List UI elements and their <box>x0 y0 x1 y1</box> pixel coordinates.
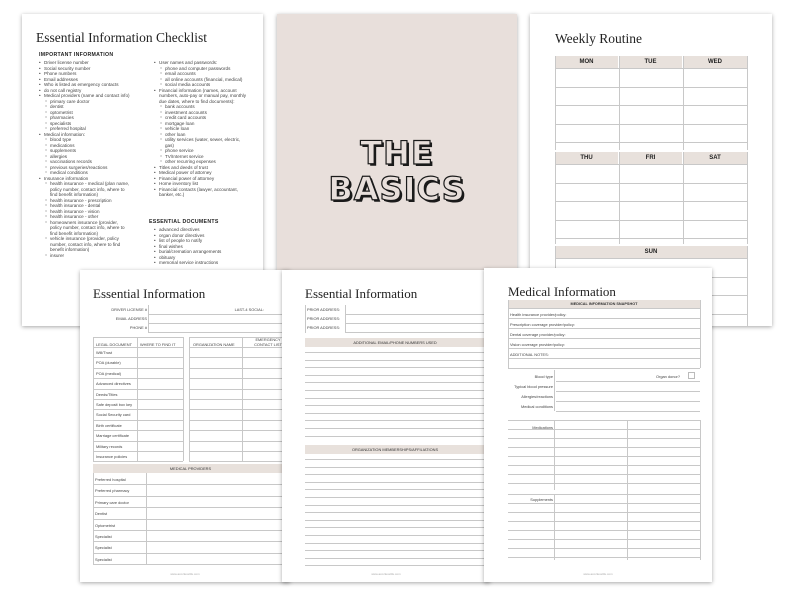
weekly-title: Weekly Routine <box>555 31 643 46</box>
checklist-item: • Medical power of attorney <box>154 170 262 176</box>
table-line <box>93 541 288 542</box>
checklist-item: • Who is listed as emergency contacts <box>39 82 151 88</box>
day-header-sat: SAT <box>683 152 747 164</box>
checklist-item: ○ social media accounts <box>154 82 262 88</box>
day-header-wed: WED <box>683 56 747 68</box>
medical-provider-row: Preferred hospital <box>95 477 126 482</box>
row-line <box>305 474 485 475</box>
routine-row-line <box>555 68 747 69</box>
legal-document-row: Safe deposit box key <box>96 402 133 407</box>
routine-column-line <box>747 152 748 244</box>
table-line <box>508 438 700 439</box>
day-header-sun: SUN <box>555 246 747 258</box>
medical-provider-row: Dentist <box>95 511 108 517</box>
organ-donor-label: Organ donor? <box>656 374 681 379</box>
table-line <box>508 530 700 531</box>
row-line <box>305 405 485 406</box>
checklist-item: benefit information) <box>50 247 90 252</box>
table-line <box>508 503 700 504</box>
essential-documents-list <box>154 227 262 266</box>
row-line <box>305 436 485 437</box>
essential1-title: Essential Information <box>93 286 206 301</box>
row-line <box>305 413 485 414</box>
table-line <box>508 494 700 495</box>
checklist-item: ○ health insurance - vision <box>39 209 151 215</box>
row-line <box>305 512 485 513</box>
checklist-item: ○ credit card accounts <box>154 115 262 121</box>
row-line <box>305 482 485 483</box>
checklist-item: ○ dentist <box>39 104 151 110</box>
checklist-item: ○ medications <box>39 143 151 149</box>
organization-name-header: ORGANIZATION NAME <box>193 342 235 347</box>
medical-conditions-label: Medical conditions <box>520 404 553 409</box>
field-line <box>556 391 700 392</box>
legal-document-row: Marriage certificate <box>96 433 130 439</box>
medical-provider-row: Primary care doctor <box>95 499 129 505</box>
footer-url: www.acozlevelife.com <box>371 572 401 576</box>
table-line <box>93 507 288 508</box>
routine-column-line <box>747 246 748 326</box>
essential-info-page-2 <box>282 270 490 582</box>
field-line <box>556 411 700 412</box>
cover-title-line1: THE <box>360 134 434 172</box>
additional-email-band: ADDITIONAL EMAIL/PHONE NUMBERS USED <box>305 338 485 347</box>
row-line <box>305 543 485 544</box>
medical-provider-row: Specialist <box>95 534 112 539</box>
checklist-item: find benefit information) <box>50 192 99 197</box>
memberships-band: ORGANIZATION MEMBERSHIPS/AFFILIATIONS <box>305 445 485 454</box>
essential-documents-heading: ESSENTIAL DOCUMENTS <box>149 219 219 225</box>
checklist-item: • advanced directives <box>154 227 262 233</box>
emergency-contact-header: EMERGENCY CONTACT LIST <box>254 337 282 347</box>
checklist-item: find benefit information) <box>50 230 99 236</box>
checklist-item: ○ all online accounts (financial, medical) <box>154 77 262 83</box>
table-line <box>554 420 555 490</box>
row-line <box>305 390 485 391</box>
table-line <box>508 308 700 309</box>
table-line <box>508 318 700 319</box>
checklist-item: ○ investment accounts <box>154 110 262 116</box>
legal-document-row: Advanced directives <box>96 381 131 387</box>
checklist-item: • organ donor directives <box>154 233 262 239</box>
legal-document-row: POA (medical) <box>96 370 122 376</box>
table-line <box>700 420 701 560</box>
routine-column-line <box>683 56 684 150</box>
row-line <box>305 352 485 353</box>
checklist-item: ○ pharmacies <box>39 115 151 121</box>
checklist-item: policy number, contact info, where to <box>50 225 125 230</box>
field-line <box>305 305 306 333</box>
medical-snapshot-band: MEDICAL INFORMATION SNAPSHOT <box>508 300 700 308</box>
row-line <box>305 382 485 383</box>
checklist-item: number, contact info, where to find <box>50 241 121 247</box>
day-header-tue: TUE <box>619 56 682 68</box>
row-line <box>305 367 485 368</box>
routine-row-line <box>555 124 747 125</box>
checklist-item: ○ mortgage loan <box>154 121 262 127</box>
day-header-mon: MON <box>555 56 618 68</box>
important-info-list <box>39 60 151 258</box>
checklist-item: due dates, where to find documents): <box>159 98 235 104</box>
checklist-item: ○ homeowners insurance (provider, <box>39 220 151 226</box>
checklist-item: • Titles and deeds of trust <box>154 165 262 171</box>
prior-address-label-3: PRIOR ADDRESS: <box>307 325 341 330</box>
table-line <box>508 465 700 466</box>
checklist-item: ○ optometrist <box>39 110 151 116</box>
legal-document-row: Insurance policies <box>96 454 128 459</box>
medical-info-page <box>484 268 712 582</box>
routine-column-line <box>555 152 556 244</box>
where-to-find-header: WHERE TO FIND IT <box>140 342 176 347</box>
row-line <box>305 360 485 361</box>
table-line <box>508 368 700 369</box>
row-line <box>305 527 485 528</box>
table-line <box>508 474 700 475</box>
checklist-item: • Social security number <box>39 66 151 72</box>
table-line <box>93 553 288 554</box>
table-line <box>700 300 701 368</box>
checklist-item: ○ vaccinations records <box>39 159 151 165</box>
phone-label: PHONE # <box>129 325 147 330</box>
allergies-label: Allergies/reactions <box>521 394 553 399</box>
legal-document-row: Will/Trust <box>96 350 113 355</box>
vision-coverage-label: Vision coverage provider/policy: <box>510 342 565 347</box>
checklist-item: ○ allergies <box>39 154 151 160</box>
day-header-thu: THU <box>555 152 618 164</box>
routine-row-line <box>555 201 747 202</box>
routine-row-line <box>555 238 747 239</box>
row-line <box>305 558 485 559</box>
medical-providers-table <box>80 270 290 582</box>
last4-social-label: LAST-4 SOCIAL: <box>234 307 264 312</box>
checklist-item: • Driver license number <box>39 60 151 66</box>
field-line <box>345 332 485 333</box>
field-line <box>554 370 555 411</box>
routine-row-line <box>555 258 747 259</box>
routine-column-line <box>619 56 620 150</box>
table-line <box>508 557 700 558</box>
row-line <box>305 489 485 490</box>
table-line <box>508 539 700 540</box>
field-line <box>556 381 700 382</box>
important-info-heading: IMPORTANT INFORMATION <box>39 52 114 58</box>
checklist-item: ○ vehicle loan <box>154 126 262 132</box>
routine-column-line <box>683 152 684 244</box>
row-line <box>305 505 485 506</box>
checklist-item: • User names and passwords: <box>154 60 262 66</box>
checklist-item: gas) <box>165 142 174 148</box>
field-line <box>345 305 346 333</box>
field-line <box>345 314 485 315</box>
checklist-item: • Medical providers (name and contact info) <box>39 93 151 99</box>
checklist-item: ○ phone service <box>154 148 262 154</box>
checklist-item: policy number, contact info, where to <box>50 186 125 192</box>
checklist-item: ○ phone and computer passwords <box>154 66 262 72</box>
table-line <box>508 420 700 421</box>
routine-row-line <box>555 142 747 143</box>
row-line <box>305 550 485 551</box>
table-line <box>508 358 700 359</box>
checklist-item: • list of people to notify <box>154 238 262 244</box>
checklist-item: ○ previous surgeries/reactions <box>39 165 151 171</box>
row-line <box>305 497 485 498</box>
medical-lines <box>484 268 712 582</box>
checklist-item: • burial/cremation arrangements <box>154 249 262 255</box>
checklist-item: ○ health insurance - medical (plan name, <box>39 181 151 187</box>
checklist-item: numbers, auto-pay or manual pay, monthly <box>159 93 246 98</box>
legal-document-row: Deeds/Titles <box>96 391 118 397</box>
health-insurance-label: Health insurance provider/policy: <box>510 312 567 317</box>
checklist-item: ○ health insurance - other <box>39 214 151 220</box>
row-line <box>305 467 485 468</box>
checklist-title: Essential Information Checklist <box>36 30 207 45</box>
checklist-item: • do not call registry <box>39 88 151 94</box>
checklist-item: banker, etc.) <box>159 192 185 197</box>
table-line <box>508 447 700 448</box>
accounts-list <box>154 60 262 198</box>
legal-document-row: Military records <box>96 443 123 449</box>
checklist-item: • Home inventory list <box>154 181 262 187</box>
medical-provider-row: Preferred pharmacy <box>95 488 130 494</box>
row-line <box>305 398 485 399</box>
checklist-item: • Financial information (names, account <box>154 88 262 94</box>
row-line <box>305 428 485 429</box>
legal-document-row: Birth certificate <box>96 422 122 428</box>
table-line <box>508 456 700 457</box>
table-line <box>508 348 700 349</box>
routine-row-line <box>555 87 747 88</box>
row-line <box>305 459 485 460</box>
blood-pressure-label: Typical blood pressure <box>514 384 553 389</box>
routine-row-line <box>555 220 747 221</box>
checklist-item: ○ other loan <box>154 132 262 138</box>
checklist-item: ○ preferred hospital <box>39 126 151 132</box>
table-line <box>508 483 700 484</box>
medical-provider-row: Optometrist <box>95 522 116 528</box>
table-line <box>508 338 700 339</box>
table-line <box>93 519 288 520</box>
checklist-item: ○ other recurring expenses <box>154 159 262 165</box>
checklist-item: ○ medical conditions <box>39 170 151 176</box>
checklist-item: • Phone numbers <box>39 71 151 77</box>
prior-address-label-2: PRIOR ADDRESS: <box>307 316 341 321</box>
checklist-item: • Financial power of attorney <box>154 176 262 182</box>
row-line <box>305 375 485 376</box>
medications-label: Medications <box>532 425 553 430</box>
footer-url: www.acozlevelife.com <box>170 572 200 576</box>
checklist-item: ○ email accounts <box>154 71 262 77</box>
blood-type-label: Blood type <box>534 374 553 379</box>
checklist-item: • Financial contacts (lawyer, accountant, <box>154 187 262 193</box>
checklist-item: • final wishes <box>154 244 262 250</box>
checklist-item: ○ vehicle insurance (provider, policy <box>39 236 151 242</box>
table-line <box>508 521 700 522</box>
checklist-item: • obituary <box>154 255 262 261</box>
checklist-item: • Medical information: <box>39 132 151 138</box>
checklist-item: • memorial service instructions <box>154 260 262 266</box>
supplements-label: Supplements <box>530 497 553 502</box>
table-line <box>93 484 288 485</box>
medical-title: Medical Information <box>508 284 616 299</box>
row-line <box>305 565 485 566</box>
routine-column-line <box>747 56 748 150</box>
table-line <box>93 564 288 565</box>
medical-provider-row: Specialist <box>95 545 112 551</box>
routine-column-line <box>555 56 556 150</box>
routine-row-line <box>555 105 747 106</box>
checklist-item: ○ TV/Internet service <box>154 154 262 160</box>
checklist-item: ○ blood type <box>39 137 151 143</box>
checklist-item: • Email addresses <box>39 77 151 83</box>
checklist-item: ○ health insurance - prescription <box>39 198 151 204</box>
checklist-item: ○ specialists <box>39 121 151 127</box>
additional-notes-label: ADDITIONAL NOTES: <box>510 352 549 357</box>
table-line <box>554 494 555 560</box>
legal-document-row: POA (durable) <box>96 360 121 366</box>
essential2-title: Essential Information <box>305 286 418 301</box>
medical-provider-row: Specialist <box>95 556 112 562</box>
table-line <box>508 328 700 329</box>
day-header-fri: FRI <box>619 152 682 164</box>
checklist-item: ○ primary care doctor <box>39 99 151 105</box>
footer-url: www.acozlevelife.com <box>583 572 613 576</box>
row-line <box>305 420 485 421</box>
prescription-coverage-label: Prescription coverage provider/policy: <box>510 322 575 327</box>
medical-providers-band: MEDICAL PROVIDERS <box>93 464 288 473</box>
table-line <box>93 530 288 531</box>
dental-coverage-label: Dental coverage provider/policy: <box>510 332 566 337</box>
table-line <box>508 429 700 430</box>
checklist-item: ○ bank accounts <box>154 104 262 110</box>
legal-document-row: Social Security card <box>96 412 131 418</box>
table-line <box>508 548 700 549</box>
routine-row-line <box>555 183 747 184</box>
checklist-item: • Insurance information <box>39 176 151 182</box>
routine-column-line <box>619 152 620 244</box>
essential2-lines <box>282 270 490 582</box>
cover-title-line2: BASICS <box>328 170 466 208</box>
prior-address-label-1: PRIOR ADDRESS: <box>307 307 341 312</box>
field-line <box>345 323 485 324</box>
routine-row-line <box>555 164 747 165</box>
legal-document-header: LEGAL DOCUMENT <box>96 342 132 347</box>
checklist-item: ○ health insurance - dental <box>39 203 151 209</box>
checklist-item: ○ insurer <box>39 253 151 259</box>
table-line <box>93 496 288 497</box>
email-address-label: EMAIL ADDRESS <box>115 316 147 321</box>
row-line <box>305 535 485 536</box>
table-line <box>508 512 700 513</box>
driver-license-label: DRIVER LICENSE # <box>111 307 147 312</box>
checklist-item: ○ supplements <box>39 148 151 154</box>
checklist-item: ○ utility services (water, sewer, electric, <box>154 137 262 143</box>
essential-info-page-1 <box>80 270 290 582</box>
row-line <box>305 520 485 521</box>
field-line <box>556 401 700 402</box>
